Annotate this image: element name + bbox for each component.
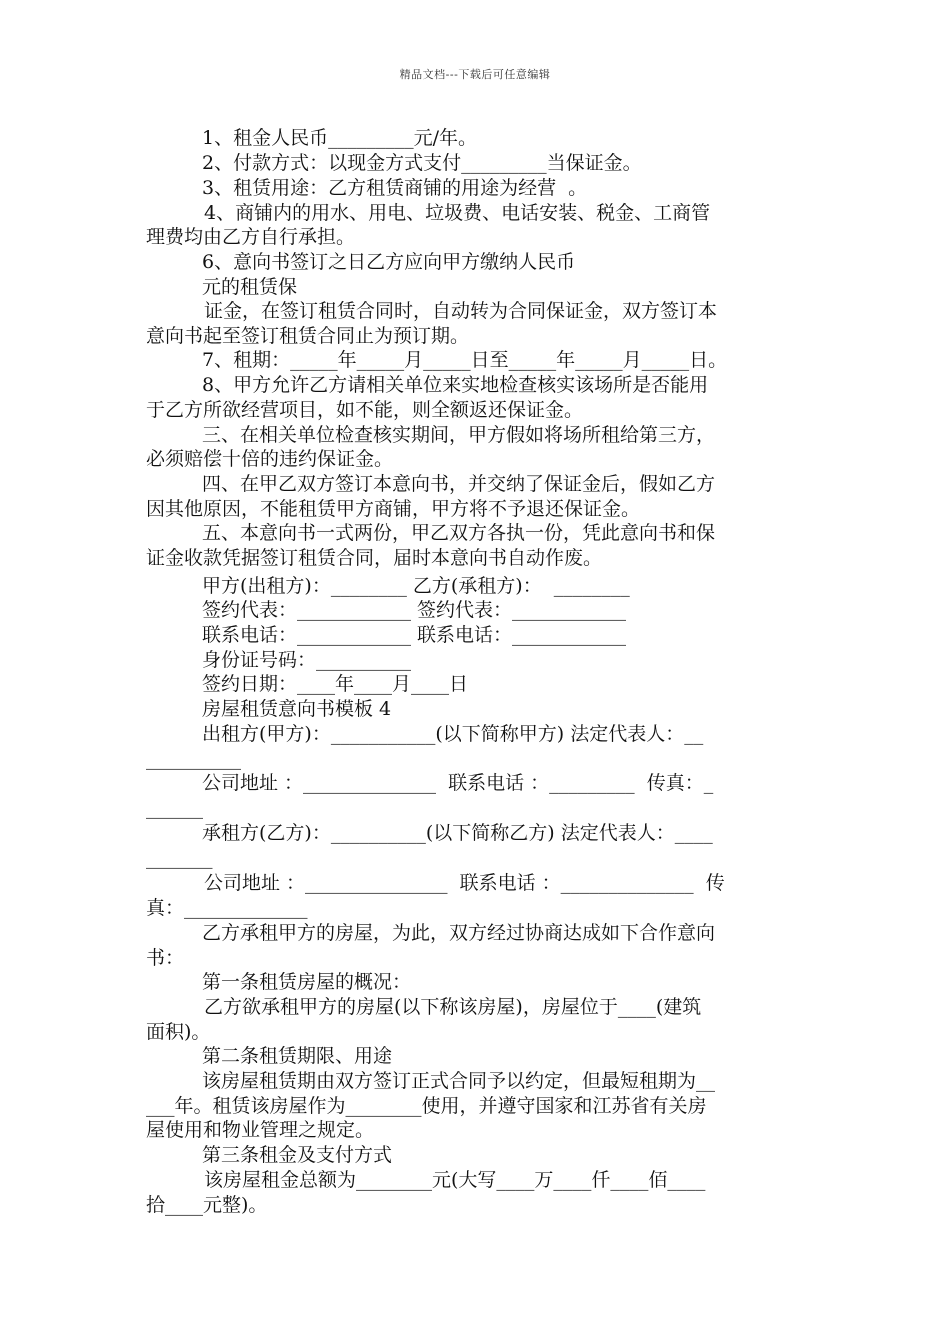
text-line: 四、在甲乙双方签订本意向书，并交纳了保证金后，假如乙方 xyxy=(202,473,716,495)
text-line: 乙方承租甲方的房屋，为此，双方经过协商达成如下合作意向 xyxy=(202,922,716,944)
text-line: 4、商铺内的用水、用电、垃圾费、电话安装、税金、工商管 xyxy=(204,202,711,224)
text-line: ___年。租赁该房屋作为________使用，并遵守国家和江苏省有关房 xyxy=(146,1095,707,1117)
text-line: 乙方欲承租甲方的房屋(以下称该房屋)，房屋位于____(建筑 xyxy=(204,996,702,1018)
text-line: 真：_____________ xyxy=(146,897,308,919)
text-line: _______ xyxy=(146,847,213,869)
text-line: 屋使用和物业管理之规定。 xyxy=(146,1119,375,1141)
text-line: 证金，在签订租赁合同时，自动转为合同保证金，双方签订本 xyxy=(204,300,718,322)
text-line: 于乙方所欲经营项目，如不能，则全额返还保证金。 xyxy=(146,399,584,421)
signature-line: 甲方(出租方)：________ 乙方(承租方)： ________ xyxy=(202,575,630,597)
text-line: 8、甲方允许乙方请相关单位来实地检查核实该场所是否能用 xyxy=(202,374,709,396)
text-line: ______ xyxy=(146,797,203,819)
signature-line: 身份证号码：__________ xyxy=(202,649,412,671)
text-line: 五、本意向书一式两份，甲乙双方各执一份，凭此意向书和保 xyxy=(202,522,716,544)
text-line: 三、在相关单位检查核实期间，甲方假如将场所租给第三方， xyxy=(202,424,716,446)
text-line: 证金收款凭据签订租赁合同，届时本意向书自动作废。 xyxy=(146,547,603,569)
page-header: 精品文档---下载后可任意编辑 xyxy=(399,68,551,81)
signature-line: 联系电话：____________ 联系电话：____________ xyxy=(202,624,627,646)
text-line: 承租方(乙方)：__________(以下简称乙方) 法定代表人：____ xyxy=(202,822,713,844)
text-line: __________ xyxy=(146,748,241,770)
text-line: 元的租赁保 xyxy=(202,276,298,298)
signature-line: 签约日期：____年____月____日 xyxy=(202,673,469,695)
text-line: 意向书起至签订租赁合同止为预订期。 xyxy=(146,325,470,347)
text-line: 该房屋租金总额为________元(大写____万____仟____佰____ xyxy=(204,1169,706,1191)
text-line: 面积)。 xyxy=(146,1021,211,1043)
text-line: 理费均由乙方自行承担。 xyxy=(146,226,356,248)
text-line: 必须赔偿十倍的违约保证金。 xyxy=(146,448,394,470)
text-line: 出租方(甲方)：___________(以下简称甲方) 法定代表人：__ xyxy=(202,723,704,745)
text-line: 该房屋租赁期由双方签订正式合同予以约定，但最短租期为__ xyxy=(202,1070,716,1092)
text-line: 7、租期：_____年_____月_____日至_____年_____月_____日。 xyxy=(202,349,728,371)
signature-line: 签约代表：____________ 签约代表：____________ xyxy=(202,599,627,621)
section-title: 房屋租赁意向书模板 4 xyxy=(202,698,392,720)
text-line: 拾____元整)。 xyxy=(146,1194,268,1216)
text-line: 2、付款方式：以现金方式支付_________当保证金。 xyxy=(202,152,642,174)
text-line: 3、租赁用途：乙方租赁商铺的用途为经营 。 xyxy=(202,177,588,199)
text-line: 因其他原因，不能租赁甲方商铺，甲方将不予退还保证金。 xyxy=(146,498,641,520)
article-heading: 第一条租赁房屋的概况： xyxy=(202,971,412,993)
text-line: 公司地址 ：_______________ 联系电话 ：______________ 传 xyxy=(204,872,725,894)
article-heading: 第三条租金及支付方式 xyxy=(202,1144,393,1166)
text-line: 1、租金人民币_________元/年。 xyxy=(202,127,477,149)
text-line: 公司地址 ：______________ 联系电话 ：_________ 传真：_ xyxy=(202,772,714,794)
article-heading: 第二条租赁期限、用途 xyxy=(202,1045,393,1067)
text-line: 书： xyxy=(146,947,185,969)
text-line: 6、意向书签订之日乙方应向甲方缴纳人民币 xyxy=(202,251,576,273)
